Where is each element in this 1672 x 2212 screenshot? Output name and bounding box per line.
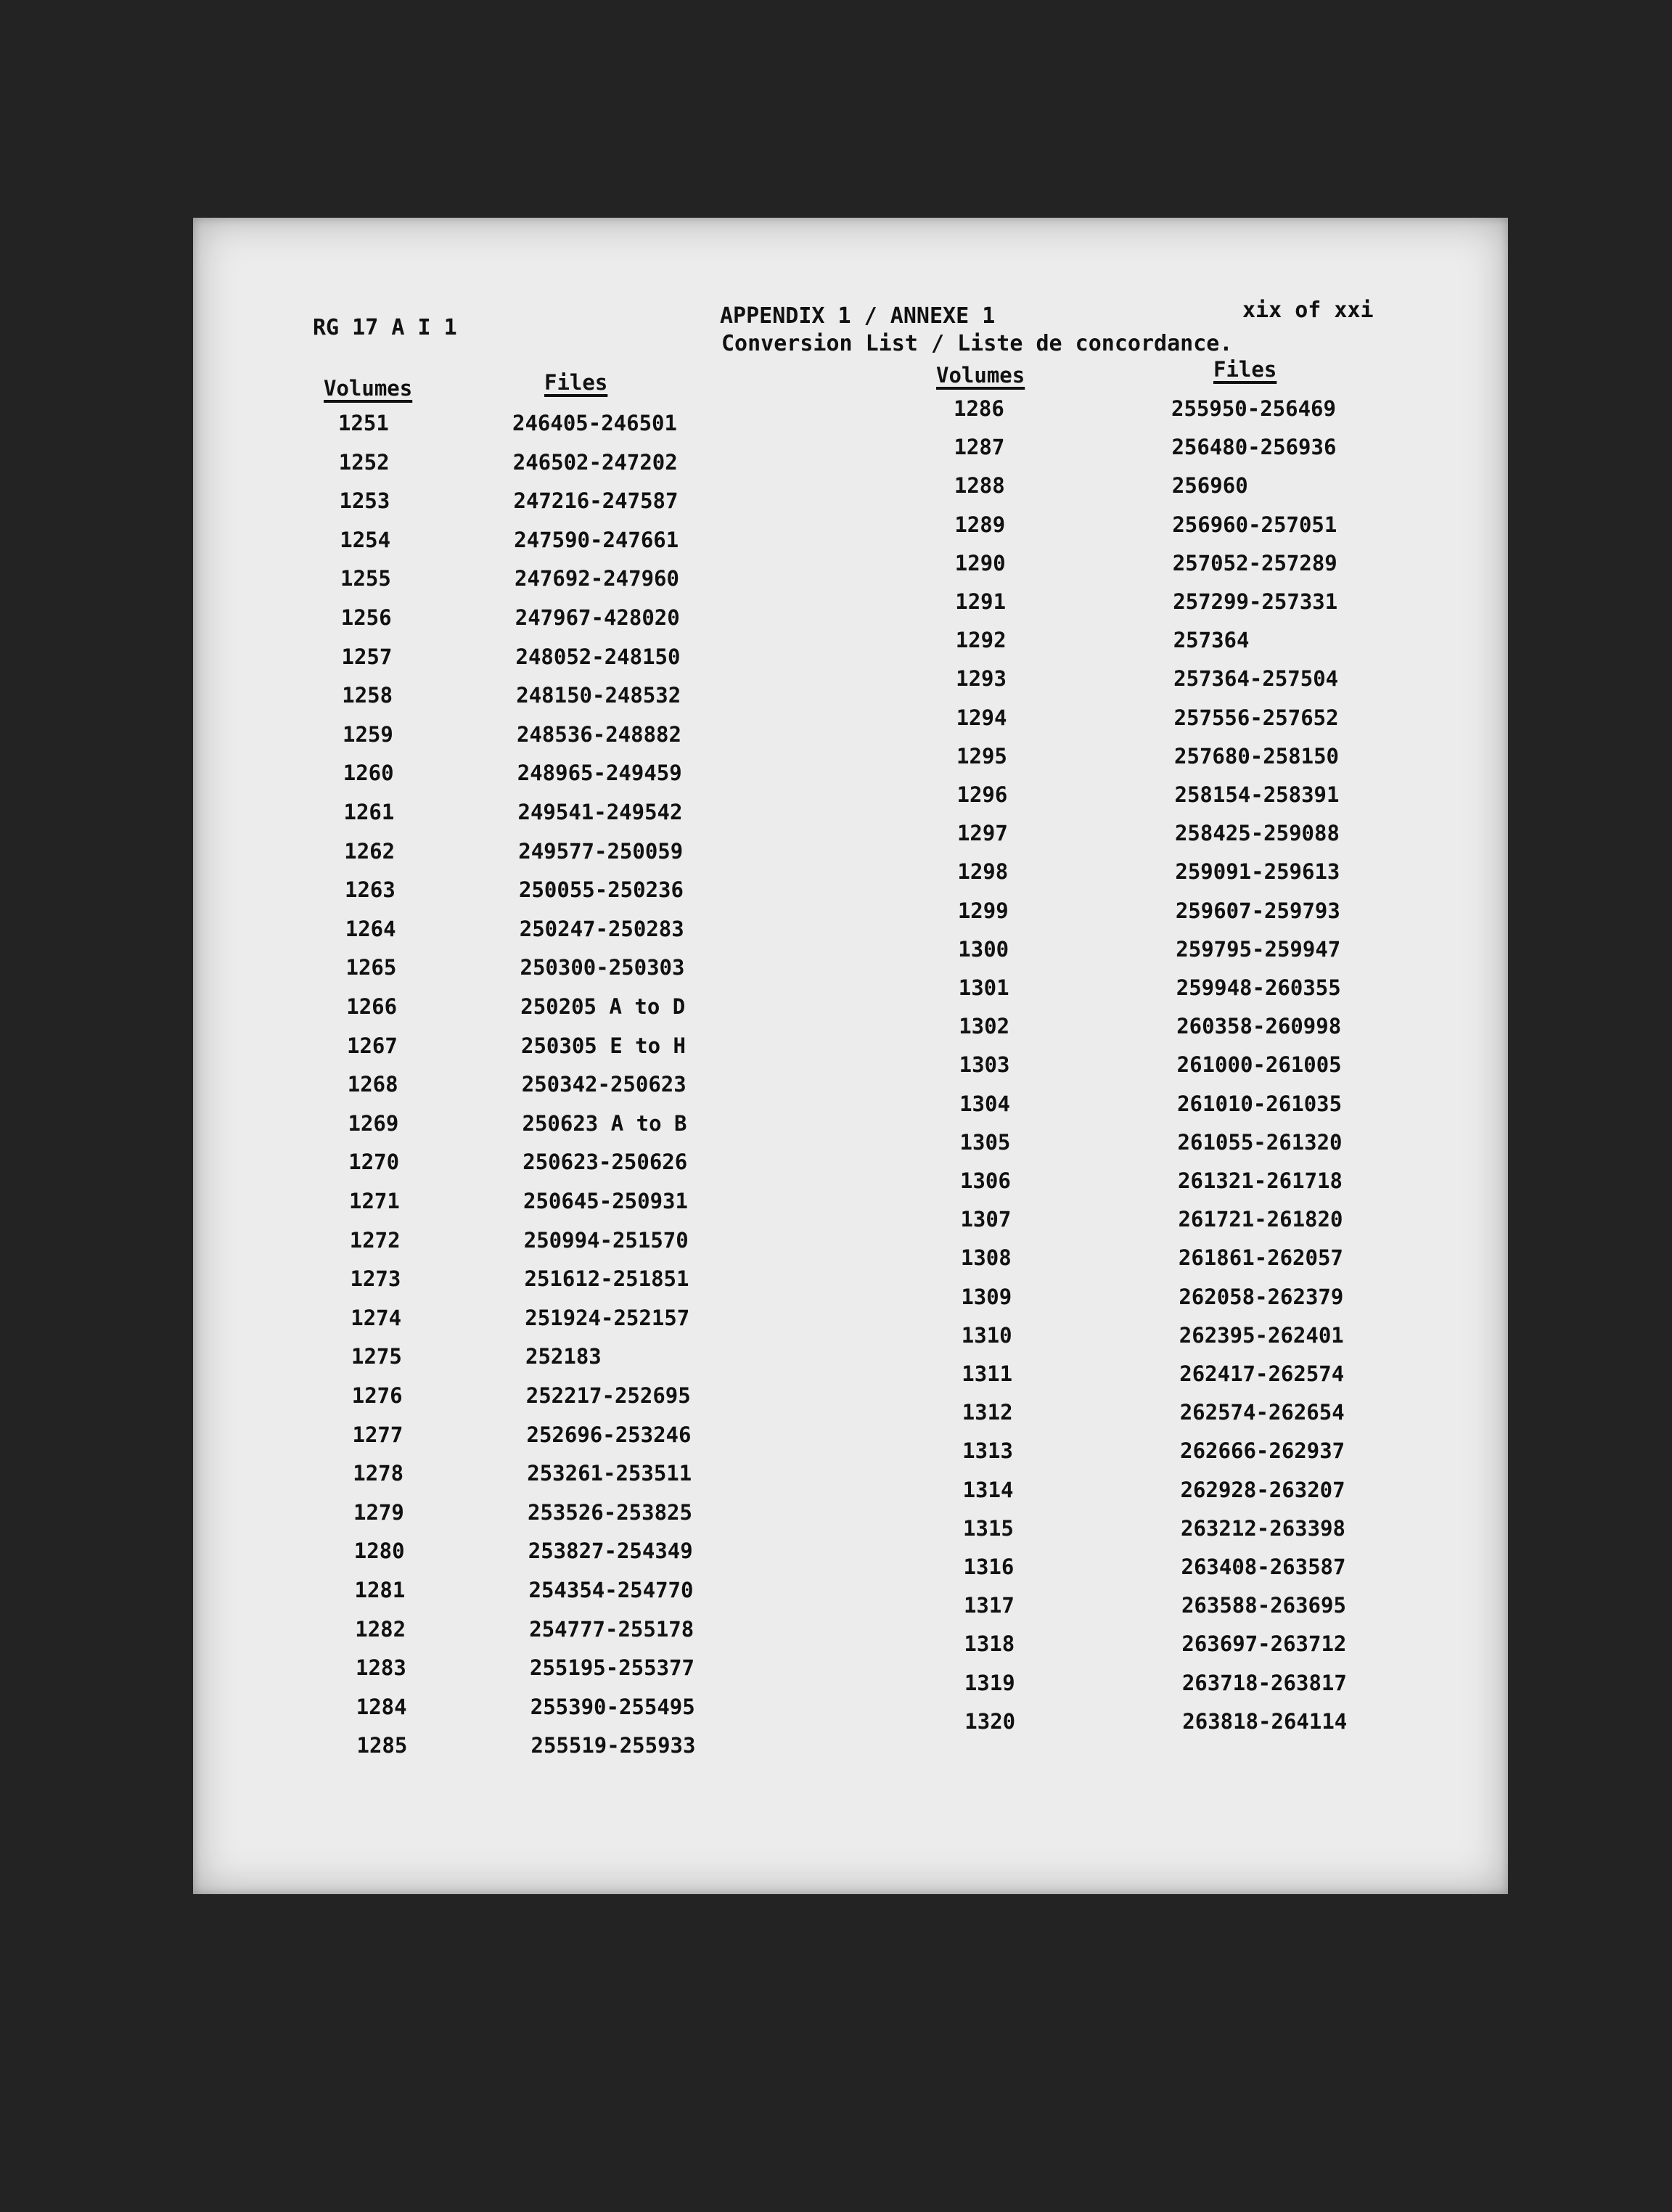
volume-number: 1263 <box>345 877 396 903</box>
volume-number: 1290 <box>954 550 1006 575</box>
file-range: 250623 A to B <box>522 1110 687 1136</box>
volume-number: 1252 <box>338 449 390 475</box>
volume-number: 1256 <box>340 605 392 630</box>
volume-number: 1289 <box>954 512 1006 537</box>
table-row <box>356 1655 864 1684</box>
table-row <box>957 859 1465 888</box>
volume-number: 1268 <box>347 1072 398 1097</box>
file-range: 257556-257652 <box>1173 705 1339 730</box>
table-row <box>341 605 849 634</box>
file-range: 251612-251851 <box>524 1266 689 1292</box>
file-range: 246405-246501 <box>512 411 677 435</box>
table-row <box>964 1631 1472 1660</box>
file-range: 263408-263587 <box>1181 1554 1346 1579</box>
file-range: 248965-249459 <box>517 761 682 786</box>
volume-number: 1260 <box>343 761 394 786</box>
file-range: 249577-250059 <box>518 838 684 864</box>
right-files-header: Files <box>1213 357 1277 382</box>
file-range: 254777-255178 <box>529 1616 694 1642</box>
table-row <box>956 628 1464 657</box>
table-row <box>962 1400 1470 1429</box>
table-row <box>959 975 1467 1004</box>
table-row <box>958 937 1466 966</box>
volume-number: 1295 <box>956 743 1007 769</box>
file-range: 259948-260355 <box>1176 975 1341 1000</box>
table-row <box>350 1228 858 1257</box>
page-number: xix of xxi <box>1242 298 1374 323</box>
volume-number: 1301 <box>958 975 1009 1000</box>
volume-number: 1315 <box>963 1515 1014 1541</box>
volume-number: 1291 <box>955 589 1007 614</box>
table-row <box>347 1033 855 1062</box>
table-row <box>349 1189 857 1218</box>
file-range: 261721-261820 <box>1178 1207 1343 1232</box>
file-range: 262666-262937 <box>1180 1438 1345 1464</box>
volume-number: 1271 <box>349 1189 400 1213</box>
volume-number: 1294 <box>956 705 1007 730</box>
file-range: 252217-252695 <box>525 1383 691 1408</box>
file-range: 260358-260998 <box>1176 1014 1342 1039</box>
table-row <box>964 1593 1472 1622</box>
volume-number: 1276 <box>351 1383 403 1408</box>
volume-number: 1258 <box>342 683 393 708</box>
volume-number: 1286 <box>954 396 1004 421</box>
file-range: 259607-259793 <box>1175 898 1340 923</box>
file-range: 250305 E to H <box>521 1033 686 1058</box>
file-range: 247967-428020 <box>515 605 680 630</box>
table-row <box>344 800 852 829</box>
table-row <box>954 512 1462 541</box>
file-range: 262417-262574 <box>1179 1361 1345 1386</box>
file-range: 255195-255377 <box>530 1655 694 1681</box>
table-row <box>956 744 1464 773</box>
volume-number: 1308 <box>960 1245 1012 1271</box>
volume-number: 1259 <box>343 721 393 747</box>
table-row <box>352 1383 860 1412</box>
file-range: 257680-258150 <box>1174 743 1340 769</box>
file-range: 263588-263695 <box>1181 1593 1346 1618</box>
file-range: 261861-262057 <box>1178 1245 1343 1271</box>
volume-number: 1267 <box>347 1033 398 1058</box>
table-row <box>339 450 847 479</box>
volume-number: 1282 <box>355 1616 406 1642</box>
volume-number: 1288 <box>954 473 1005 499</box>
table-row <box>356 1695 864 1724</box>
table-row <box>956 705 1464 734</box>
table-row <box>345 917 853 946</box>
file-range: 262058-262379 <box>1179 1284 1344 1309</box>
volume-number: 1309 <box>961 1284 1012 1309</box>
volume-number: 1304 <box>959 1091 1010 1116</box>
table-row <box>353 1500 861 1529</box>
table-row <box>346 994 854 1023</box>
volume-number: 1274 <box>351 1305 402 1330</box>
table-row <box>961 1285 1469 1314</box>
file-range: 250055-250236 <box>519 877 684 903</box>
table-row <box>954 473 1462 502</box>
table-row <box>955 551 1463 580</box>
file-range: 251924-252157 <box>525 1305 690 1330</box>
table-row <box>348 1072 856 1101</box>
file-range: 261000-261005 <box>1176 1052 1342 1078</box>
volume-number: 1319 <box>964 1670 1015 1695</box>
file-range: 259091-259613 <box>1175 859 1340 885</box>
file-range: 263697-263712 <box>1181 1631 1347 1657</box>
table-row <box>956 666 1464 695</box>
file-range: 257364 <box>1173 628 1250 653</box>
volume-number: 1277 <box>352 1422 403 1447</box>
file-range: 253261-253511 <box>527 1461 692 1486</box>
volume-number: 1299 <box>957 898 1009 923</box>
volume-number: 1251 <box>338 411 389 435</box>
volume-number: 1316 <box>963 1554 1015 1579</box>
file-range: 257364-257504 <box>1173 666 1339 692</box>
volume-number: 1297 <box>956 821 1008 846</box>
table-row <box>343 722 851 751</box>
volume-number: 1296 <box>956 782 1008 807</box>
table-row <box>351 1266 858 1295</box>
volume-number: 1287 <box>954 435 1005 460</box>
table-row <box>959 1052 1467 1081</box>
volume-number: 1275 <box>351 1344 402 1369</box>
table-row <box>960 1130 1468 1159</box>
file-range: 261055-261320 <box>1177 1129 1343 1155</box>
volume-number: 1293 <box>956 666 1007 692</box>
table-row <box>963 1478 1471 1507</box>
table-row <box>343 761 851 790</box>
table-row <box>957 821 1465 850</box>
table-row <box>959 1091 1467 1121</box>
table-row <box>353 1422 861 1451</box>
volume-number: 1281 <box>354 1578 406 1602</box>
volume-number: 1280 <box>353 1539 405 1564</box>
file-range: 259795-259947 <box>1176 936 1341 962</box>
file-range: 257052-257289 <box>1172 550 1337 575</box>
table-row <box>346 955 854 984</box>
volume-number: 1305 <box>959 1129 1011 1155</box>
file-range: 246502-247202 <box>512 449 678 475</box>
file-range: 263718-263817 <box>1181 1670 1347 1695</box>
file-range: 252183 <box>525 1344 602 1369</box>
volume-number: 1313 <box>962 1438 1013 1464</box>
table-row <box>340 566 848 595</box>
table-row <box>958 898 1466 927</box>
volume-number: 1283 <box>356 1655 406 1681</box>
file-range: 256960 <box>1171 473 1248 499</box>
table-row <box>340 488 848 517</box>
table-row <box>959 1014 1467 1043</box>
file-range: 256480-256936 <box>1171 435 1337 460</box>
file-range: 255950-256469 <box>1171 396 1336 421</box>
table-row <box>338 411 846 440</box>
volume-number: 1262 <box>344 838 396 864</box>
volume-number: 1272 <box>349 1227 401 1253</box>
volume-number: 1269 <box>348 1110 399 1136</box>
file-range: 253526-253825 <box>528 1499 692 1525</box>
file-range: 256960-257051 <box>1172 512 1337 537</box>
table-row <box>954 396 1462 425</box>
appendix-subtitle: Conversion List / Liste de concordance. <box>721 331 1233 356</box>
table-row <box>962 1323 1470 1352</box>
volume-number: 1303 <box>959 1052 1010 1078</box>
volume-number: 1307 <box>960 1207 1012 1232</box>
volume-number: 1278 <box>353 1461 404 1486</box>
file-range: 250342-250623 <box>521 1072 687 1097</box>
file-range: 262395-262401 <box>1179 1322 1344 1348</box>
volume-number: 1265 <box>345 955 397 980</box>
volume-number: 1306 <box>960 1168 1011 1193</box>
volume-number: 1264 <box>345 916 396 941</box>
volume-number: 1292 <box>955 628 1007 653</box>
file-range: 254354-254770 <box>528 1578 694 1602</box>
table-row <box>954 435 1462 464</box>
table-row <box>957 782 1465 811</box>
volume-number: 1320 <box>964 1708 1016 1734</box>
table-row <box>964 1709 1472 1738</box>
file-range: 255390-255495 <box>530 1694 695 1719</box>
volume-number: 1300 <box>958 936 1009 962</box>
volume-number: 1254 <box>340 527 391 552</box>
file-range: 261321-261718 <box>1178 1168 1343 1193</box>
left-files-header: Files <box>544 370 608 395</box>
file-range: 252696-253246 <box>526 1422 692 1447</box>
file-range: 250205 A to D <box>520 994 686 1019</box>
file-range: 248150-248532 <box>516 683 681 708</box>
table-row <box>354 1539 862 1568</box>
table-row <box>348 1111 856 1140</box>
table-row <box>960 1168 1468 1197</box>
file-range: 248536-248882 <box>517 721 681 747</box>
file-range: 247590-247661 <box>514 527 679 552</box>
table-row <box>964 1554 1472 1584</box>
appendix-title: APPENDIX 1 / ANNEXE 1 <box>720 303 996 329</box>
table-row <box>342 644 850 673</box>
file-range: 250994-251570 <box>523 1227 689 1253</box>
volume-number: 1261 <box>343 800 395 824</box>
table-row <box>351 1344 859 1373</box>
right-volumes-header: Volumes <box>936 363 1025 388</box>
table-row <box>353 1461 861 1490</box>
volume-number: 1285 <box>356 1733 408 1758</box>
table-row <box>955 589 1463 618</box>
file-range: 258425-259088 <box>1174 821 1340 846</box>
table-row <box>962 1438 1470 1467</box>
table-row <box>340 528 848 557</box>
volume-number: 1279 <box>353 1499 404 1525</box>
file-range: 247216-247587 <box>513 488 679 514</box>
volume-number: 1311 <box>962 1361 1013 1386</box>
left-volumes-header: Volumes <box>324 376 413 401</box>
file-range: 253827-254349 <box>528 1539 693 1564</box>
table-row <box>962 1361 1470 1390</box>
volume-number: 1255 <box>340 566 391 591</box>
volume-number: 1318 <box>964 1631 1015 1657</box>
file-range: 247692-247960 <box>515 566 679 591</box>
table-row <box>960 1207 1468 1236</box>
table-row <box>963 1516 1471 1545</box>
table-row <box>357 1733 865 1762</box>
table-row <box>345 877 853 906</box>
volume-number: 1310 <box>961 1322 1012 1348</box>
file-range: 262574-262654 <box>1179 1400 1345 1425</box>
record-group-reference: RG 17 A I 1 <box>313 315 457 340</box>
file-range: 258154-258391 <box>1174 782 1340 807</box>
document-page <box>193 218 1508 1894</box>
volume-number: 1270 <box>348 1150 400 1175</box>
file-range: 249541-249542 <box>517 800 683 824</box>
volume-number: 1298 <box>957 859 1009 885</box>
table-row <box>964 1671 1472 1700</box>
table-row <box>961 1245 1469 1274</box>
file-range: 255519-255933 <box>530 1733 696 1758</box>
volume-number: 1257 <box>341 644 393 669</box>
file-range: 257299-257331 <box>1173 589 1338 614</box>
file-range: 248052-248150 <box>515 644 681 669</box>
volume-number: 1317 <box>963 1593 1015 1618</box>
table-row <box>342 683 850 712</box>
volume-number: 1284 <box>356 1694 407 1719</box>
table-row <box>351 1306 858 1335</box>
table-row <box>344 839 852 868</box>
volume-number: 1253 <box>339 488 390 514</box>
volume-number: 1302 <box>959 1014 1010 1039</box>
file-range: 261010-261035 <box>1177 1091 1343 1116</box>
table-row <box>355 1578 863 1607</box>
volume-number: 1312 <box>962 1400 1013 1425</box>
table-row <box>355 1617 863 1646</box>
file-range: 263212-263398 <box>1181 1515 1346 1541</box>
file-range: 250623-250626 <box>522 1150 688 1175</box>
volume-number: 1266 <box>346 994 398 1019</box>
file-range: 262928-263207 <box>1180 1477 1345 1502</box>
file-range: 250645-250931 <box>523 1189 688 1213</box>
volume-number: 1273 <box>350 1266 401 1292</box>
table-row <box>348 1150 856 1179</box>
volume-number: 1314 <box>962 1477 1014 1502</box>
file-range: 250247-250283 <box>519 916 684 941</box>
file-range: 250300-250303 <box>520 955 685 980</box>
file-range: 263818-264114 <box>1182 1708 1348 1734</box>
